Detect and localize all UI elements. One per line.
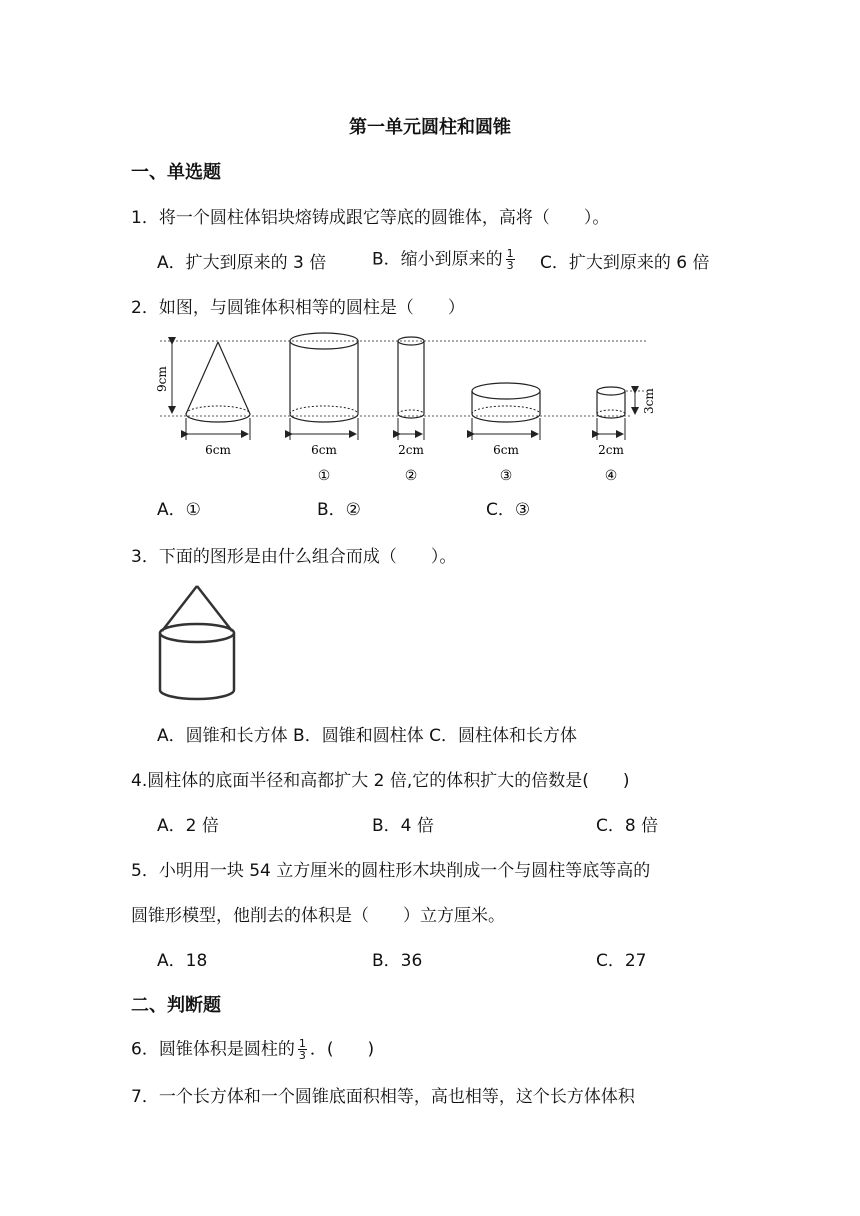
fraction-one-third: $\frac{1}{3}$ bbox=[298, 1037, 306, 1062]
cylinder-2-shape bbox=[398, 337, 424, 418]
question-4-option-a[interactable]: A．2 倍 bbox=[157, 816, 219, 836]
question-6-answer-blank[interactable]: ．( ) bbox=[309, 1039, 375, 1060]
question-2-option-a[interactable]: A．① bbox=[157, 500, 201, 520]
question-1-option-b-text: B．缩小到原来的 bbox=[372, 249, 503, 270]
cone-diameter-label: 6cm bbox=[205, 443, 231, 457]
cone-shape bbox=[186, 342, 250, 422]
fraction-one-third: $\frac{1}{3}$ bbox=[506, 247, 514, 272]
question-5-stem-line-1: 5．小明用一块 54 立方厘米的圆柱形木块削成一个与圆柱等底等高的 bbox=[131, 861, 651, 881]
cylinder-1-diameter-label: 6cm bbox=[311, 443, 337, 457]
page-title: 第一单元圆柱和圆锥 bbox=[349, 117, 511, 138]
cylinder-2-number: ② bbox=[404, 468, 418, 484]
cone-height-label: 9cm bbox=[155, 366, 169, 392]
question-2-figure bbox=[150, 330, 660, 490]
section-heading-judgement: 二、判断题 bbox=[131, 995, 221, 1016]
section-heading-single-choice: 一、单选题 bbox=[131, 162, 221, 183]
question-7-line-1: 7．一个长方体和一个圆锥底面积相等，高也相等，这个长方体体积 bbox=[131, 1087, 635, 1107]
question-6-text: 6．圆锥体积是圆柱的 bbox=[131, 1039, 295, 1060]
cylinder-2-diameter-label: 2cm bbox=[398, 443, 424, 457]
question-6 bbox=[131, 1038, 374, 1061]
question-3-stem: 3．下面的图形是由什么组合而成（ ）。 bbox=[131, 547, 457, 567]
question-1-stem: 1．将一个圆柱体铝块熔铸成跟它等底的圆锥体，高将（ ）。 bbox=[131, 208, 610, 228]
question-1-option-a[interactable]: A．扩大到原来的 3 倍 bbox=[157, 253, 327, 273]
question-3-figure bbox=[150, 582, 246, 704]
cylinder-3-number: ③ bbox=[499, 468, 513, 484]
question-1-option-c[interactable]: C．扩大到原来的 6 倍 bbox=[540, 253, 710, 273]
question-5-option-c[interactable]: C．27 bbox=[596, 951, 647, 971]
cylinder-4-diameter-label: 2cm bbox=[598, 443, 624, 457]
cylinder-3-diameter-label: 6cm bbox=[493, 443, 519, 457]
question-3-options[interactable]: A．圆锥和长方体 B．圆锥和圆柱体 C．圆柱体和长方体 bbox=[157, 726, 577, 746]
question-5-stem-line-2: 圆锥形模型，他削去的体积是（ ）立方厘米。 bbox=[131, 906, 505, 926]
question-2-option-c[interactable]: C．③ bbox=[486, 500, 531, 520]
question-4-option-c[interactable]: C．8 倍 bbox=[596, 816, 659, 836]
cylinder-4-height-label: 3cm bbox=[642, 388, 656, 414]
question-1-option-b[interactable] bbox=[372, 248, 518, 271]
question-4-option-b[interactable]: B．4 倍 bbox=[372, 816, 434, 836]
question-5-option-b[interactable]: B．36 bbox=[372, 951, 423, 971]
cylinder-1-shape bbox=[290, 333, 358, 422]
question-4-stem: 4.圆柱体的底面半径和高都扩大 2 倍,它的体积扩大的倍数是( ) bbox=[131, 771, 630, 791]
question-5-option-a[interactable]: A．18 bbox=[157, 951, 208, 971]
cylinder-4-shape bbox=[597, 387, 625, 418]
cylinder-1-number: ① bbox=[317, 468, 331, 484]
question-2-option-b[interactable]: B．② bbox=[317, 500, 361, 520]
question-2-stem: 2．如图，与圆锥体积相等的圆柱是（ ） bbox=[131, 298, 465, 318]
cylinder-4-number: ④ bbox=[604, 468, 618, 484]
